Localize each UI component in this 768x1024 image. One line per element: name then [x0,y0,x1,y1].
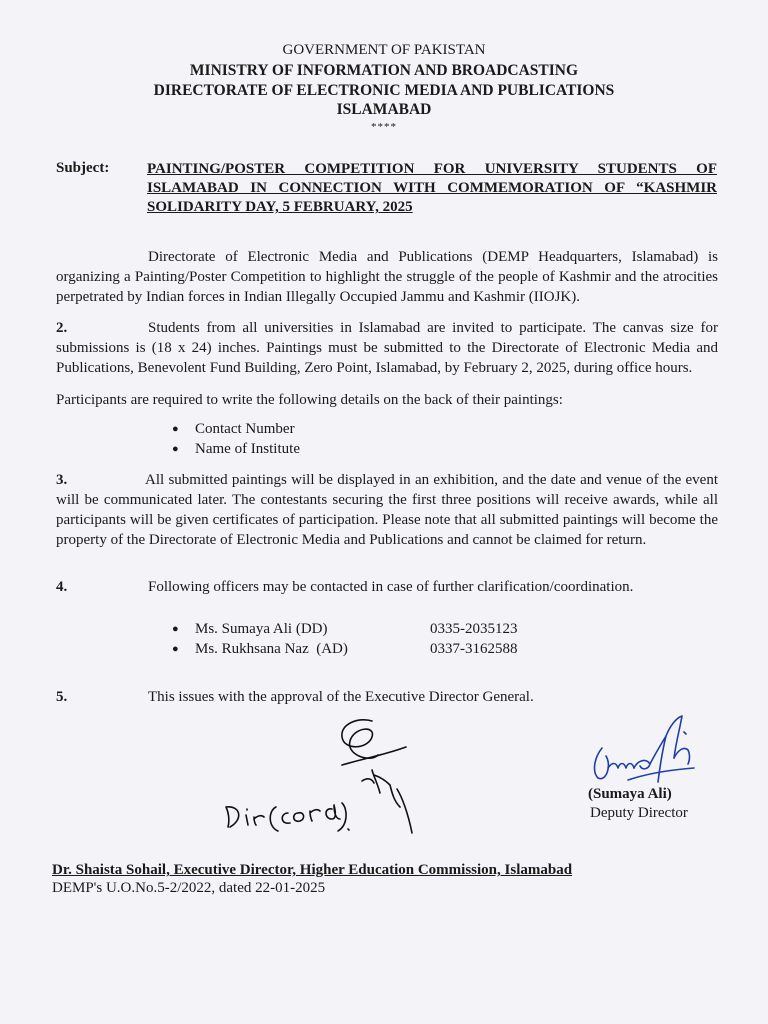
paragraph-2-number: 2. [56,320,68,336]
contacts-list [172,619,518,659]
header-ministry: MINISTRY OF INFORMATION AND BROADCASTING [189,62,579,79]
list-item: ● Contact Number [172,419,300,439]
paragraph-4 [56,579,633,596]
handwritten-signature-main [222,715,442,840]
contact-item [172,639,518,659]
paragraph-4-text: Following officers may be contacted in case of further clarification/coordination. [148,579,634,595]
paragraph-2 [56,318,718,378]
paragraph-3-text: All submitted paintings will be displayed in an exhibition, and the date and venue of the event will be communicated later. The contestants securing the first three positions will receive awards, while all participants will be given certificates of participation. Please note that all submitted paintings will become the property of the Directorate of Electronic Media and Publications and cannot be claimed for return. [56,472,718,548]
reference-number: DEMP's U.O.No.5-2/2022, dated 22-01-2025 [52,880,326,896]
header-directorate: DIRECTORATE OF ELECTRONIC MEDIA AND PUBLICATIONS [153,82,615,99]
handwritten-signature-deputy-director [588,712,698,792]
subject-text: PAINTING/POSTER COMPETITION FOR UNIVERSITY STUDENTS OF ISLAMABAD IN CONNECTION WITH COMMEMORATION OF “KASHMIR SOLIDARITY DAY, 5 FEBRUARY, 2025 [147,161,717,215]
paragraph-2-text: Students from all universities in Islamabad are invited to participate. The canvas size for submissions is (18 x 24) inches. Paintings must be submitted to the Directorate of Electronic Media and Publications, Benevolent Fund Building, Zero Point, Islamabad, by February 2, 2025, during office hours. [56,320,718,376]
paragraph-1 [56,247,718,307]
paragraph-3 [56,470,718,550]
details-intro: Participants are required to write the following details on the back of their paintings: [56,392,563,408]
paragraph-3-number: 3. [56,472,68,488]
contact-phone: 0337-3162588 [430,641,518,657]
paragraph-5-text: This issues with the approval of the Executive Director General. [148,689,534,705]
paragraph-5-number: 5. [56,689,68,705]
contact-name: Ms. Rukhsana Naz (AD) [195,641,348,657]
contact-item [172,619,518,639]
paragraph-4-number: 4. [56,579,68,595]
list-item: ● Name of Institute [172,439,300,459]
details-list [172,419,300,459]
contact-phone: 0335-2035123 [430,621,518,637]
subject-label: Subject: [56,160,110,176]
header-separator: **** [371,121,397,133]
contact-name: Ms. Sumaya Ali (DD) [195,621,328,637]
paragraph-1-text: Directorate of Electronic Media and Publications (DEMP Headquarters, Islamabad) is organizing a Painting/Poster Competition to highlight the struggle of the people of Kashmir and the atrocities perpetrated by Indian forces in Indian Illegally Occupied Jammu and Kashmir (IIOJK). [56,249,718,305]
signatory-name: (Sumaya Ali) [588,786,672,802]
header-city: ISLAMABAD [336,101,432,118]
signatory-title: Deputy Director [590,805,688,821]
paragraph-5 [56,689,534,706]
addressee: Dr. Shaista Sohail, Executive Director, Higher Education Commission, Islamabad [52,862,573,878]
header-government: GOVERNMENT OF PAKISTAN [282,42,486,58]
